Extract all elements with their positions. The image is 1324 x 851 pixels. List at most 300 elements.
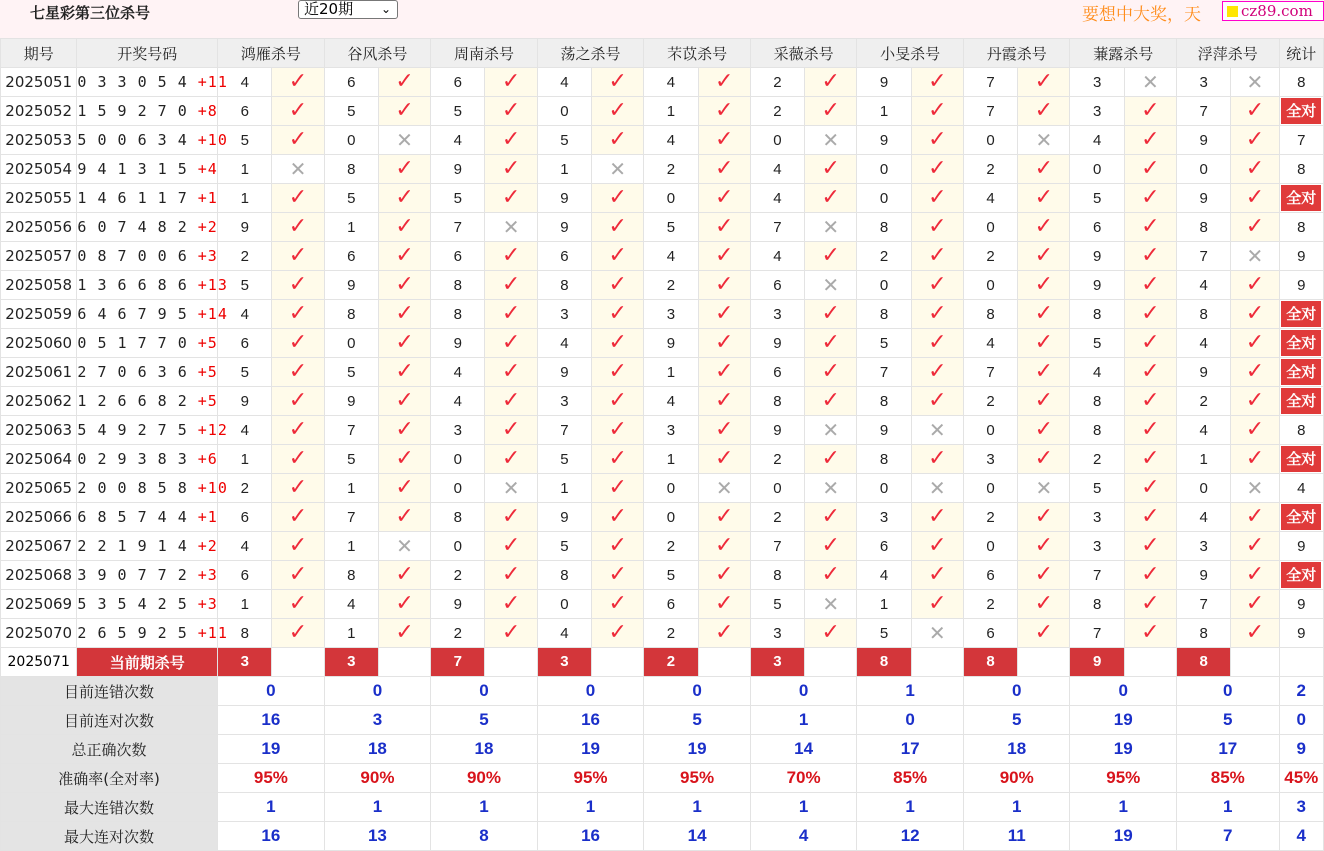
kill-number-cell: 3 — [963, 445, 1017, 474]
check-icon: ✓ — [698, 271, 750, 300]
table-row — [1, 503, 1324, 532]
issue-cell: 2025058 — [1, 271, 77, 300]
kill-number-cell: 2 — [750, 445, 804, 474]
check-icon: ✓ — [272, 532, 324, 561]
check-icon: ✓ — [485, 561, 537, 590]
check-icon: ✓ — [592, 561, 644, 590]
check-icon: ✓ — [485, 68, 537, 97]
table-row — [1, 329, 1324, 358]
draw-bonus: +5 — [197, 363, 218, 381]
cross-icon: ✕ — [1231, 474, 1279, 503]
check-icon: ✓ — [1018, 503, 1070, 532]
period-select[interactable] — [298, 0, 398, 19]
cross-icon: ✕ — [1231, 242, 1279, 271]
issue-cell: 2025060 — [1, 329, 77, 358]
check-icon: ✓ — [1124, 329, 1176, 358]
kill-number-cell: 8 — [857, 445, 911, 474]
cross-icon: ✕ — [272, 155, 324, 184]
summary-value: 19 — [1070, 706, 1177, 735]
kill-number-cell: 0 — [857, 184, 911, 213]
draw-numbers: 2 2 1 9 1 4 — [77, 537, 188, 555]
check-icon: ✓ — [1231, 97, 1279, 126]
check-icon: ✓ — [1018, 532, 1070, 561]
summary-value: 11 — [963, 822, 1070, 851]
draw-numbers: 3 9 0 7 7 2 — [77, 566, 188, 584]
table-row — [1, 242, 1324, 271]
stat-cell: 8 — [1279, 155, 1323, 184]
check-icon: ✓ — [378, 416, 430, 445]
summary-value: 1 — [431, 793, 538, 822]
table-row — [1, 416, 1324, 445]
summary-stat: 4 — [1279, 822, 1323, 851]
cross-icon: ✕ — [805, 416, 857, 445]
all-correct-badge: 全对 — [1281, 185, 1321, 211]
kill-number-cell: 9 — [324, 271, 378, 300]
stat-cell: 9 — [1279, 532, 1323, 561]
draw-cell — [77, 271, 228, 300]
kill-number-cell: 5 — [644, 561, 698, 590]
table-row — [1, 213, 1324, 242]
kill-number-cell: 2 — [750, 503, 804, 532]
check-icon: ✓ — [698, 445, 750, 474]
kill-number-cell: 5 — [218, 358, 272, 387]
kill-number-cell: 8 — [750, 561, 804, 590]
check-icon: ✓ — [378, 358, 430, 387]
issue-cell: 2025062 — [1, 387, 77, 416]
summary-value: 12 — [857, 822, 964, 851]
current-kill-badge: 2 — [644, 648, 697, 676]
summary-row — [1, 793, 1324, 822]
summary-value: 0 — [1070, 677, 1177, 706]
table-body — [1, 68, 1324, 851]
check-icon: ✓ — [592, 271, 644, 300]
kill-number-cell: 1 — [218, 445, 272, 474]
kill-number-cell: 8 — [857, 300, 911, 329]
kill-number-cell: 1 — [324, 474, 378, 503]
kill-number-cell: 7 — [431, 213, 485, 242]
check-icon: ✓ — [272, 416, 324, 445]
kill-number-cell: 8 — [537, 271, 591, 300]
check-icon: ✓ — [1124, 271, 1176, 300]
check-icon: ✓ — [911, 387, 963, 416]
check-icon: ✓ — [1124, 561, 1176, 590]
kill-number-cell: 6 — [431, 68, 485, 97]
draw-cell — [77, 155, 218, 184]
current-kill-cell — [1070, 648, 1124, 677]
check-icon: ✓ — [911, 358, 963, 387]
col-header-expert: 采薇杀号 — [750, 39, 857, 68]
check-icon: ✓ — [805, 242, 857, 271]
col-header-expert: 谷风杀号 — [324, 39, 431, 68]
kill-number-cell: 5 — [1070, 474, 1124, 503]
check-icon: ✓ — [485, 97, 537, 126]
current-kill-badge: 3 — [751, 648, 804, 676]
draw-cell — [77, 445, 218, 474]
kill-number-cell: 8 — [1177, 619, 1231, 648]
summary-label: 最大连对次数 — [1, 822, 218, 851]
summary-value: 0 — [431, 677, 538, 706]
kill-number-cell: 4 — [218, 532, 272, 561]
kill-number-cell: 7 — [1177, 97, 1231, 126]
check-icon: ✓ — [1124, 416, 1176, 445]
check-icon: ✓ — [698, 561, 750, 590]
check-icon: ✓ — [1124, 387, 1176, 416]
summary-value: 1 — [218, 793, 325, 822]
current-kill-badge: 3 — [538, 648, 591, 676]
summary-value: 0 — [324, 677, 431, 706]
stat-cell — [1279, 387, 1323, 416]
table-row — [1, 561, 1324, 590]
kill-number-cell: 0 — [857, 155, 911, 184]
kill-number-cell: 8 — [324, 155, 378, 184]
check-icon: ✓ — [1124, 126, 1176, 155]
draw-cell — [77, 242, 218, 271]
summary-label: 目前连错次数 — [1, 677, 218, 706]
kill-number-cell: 1 — [537, 474, 591, 503]
issue-cell: 2025070 — [1, 619, 77, 648]
kill-number-cell: 4 — [750, 242, 804, 271]
kill-number-cell: 4 — [1177, 416, 1231, 445]
check-icon: ✓ — [378, 387, 430, 416]
kill-number-cell: 4 — [431, 387, 485, 416]
table-row — [1, 619, 1324, 648]
kill-number-cell: 1 — [857, 590, 911, 619]
summary-value: 0 — [857, 706, 964, 735]
summary-value: 4 — [750, 822, 857, 851]
summary-value: 1 — [750, 793, 857, 822]
check-icon: ✓ — [1231, 184, 1279, 213]
current-kill-badge: 8 — [857, 648, 910, 676]
kill-number-cell: 3 — [1177, 532, 1231, 561]
kill-number-cell: 6 — [750, 358, 804, 387]
kill-number-cell: 6 — [431, 242, 485, 271]
check-icon: ✓ — [485, 358, 537, 387]
check-icon: ✓ — [805, 358, 857, 387]
check-icon: ✓ — [805, 503, 857, 532]
kill-number-cell: 4 — [324, 590, 378, 619]
cross-icon: ✕ — [1018, 126, 1070, 155]
kill-number-cell: 8 — [963, 300, 1017, 329]
kill-number-cell: 6 — [324, 68, 378, 97]
check-icon: ✓ — [698, 503, 750, 532]
check-icon: ✓ — [1231, 416, 1279, 445]
period-select-value: 近20期 — [304, 0, 354, 18]
check-icon: ✓ — [698, 97, 750, 126]
kill-number-cell: 8 — [1070, 590, 1124, 619]
check-icon: ✓ — [272, 126, 324, 155]
draw-cell — [77, 474, 228, 503]
check-icon: ✓ — [272, 184, 324, 213]
check-icon: ✓ — [592, 213, 644, 242]
summary-value: 95% — [218, 764, 325, 793]
kill-number-cell: 3 — [1070, 503, 1124, 532]
check-icon: ✓ — [1124, 213, 1176, 242]
check-icon: ✓ — [698, 213, 750, 242]
all-correct-badge: 全对 — [1281, 562, 1321, 588]
summary-value: 18 — [963, 735, 1070, 764]
issue-cell: 2025059 — [1, 300, 77, 329]
check-icon: ✓ — [378, 97, 430, 126]
kill-number-cell: 3 — [1070, 532, 1124, 561]
summary-value: 16 — [218, 822, 325, 851]
draw-bonus: +12 — [197, 421, 228, 439]
summary-value: 1 — [857, 677, 964, 706]
summary-row — [1, 677, 1324, 706]
col-header-expert: 浮萍杀号 — [1177, 39, 1280, 68]
kill-number-cell: 9 — [750, 416, 804, 445]
kill-number-cell: 1 — [218, 155, 272, 184]
kill-number-cell: 5 — [431, 97, 485, 126]
kill-number-cell: 2 — [218, 474, 272, 503]
kill-number-cell: 9 — [1177, 126, 1231, 155]
current-kill-badge: 3 — [218, 648, 271, 676]
summary-value: 19 — [537, 735, 644, 764]
kill-number-cell: 8 — [218, 619, 272, 648]
check-icon: ✓ — [485, 532, 537, 561]
check-icon: ✓ — [1231, 619, 1279, 648]
summary-value: 1 — [750, 706, 857, 735]
draw-numbers: 0 5 1 7 7 0 — [77, 334, 188, 352]
check-icon: ✓ — [485, 300, 537, 329]
kill-number-cell: 5 — [1070, 184, 1124, 213]
draw-numbers: 5 0 0 6 3 4 — [77, 131, 188, 149]
kill-number-cell: 6 — [644, 590, 698, 619]
kill-number-cell: 7 — [750, 532, 804, 561]
check-icon: ✓ — [698, 242, 750, 271]
kill-number-cell: 9 — [1177, 184, 1231, 213]
check-icon: ✓ — [592, 184, 644, 213]
all-correct-badge: 全对 — [1281, 98, 1321, 124]
draw-numbers: 1 5 9 2 7 0 — [77, 102, 188, 120]
draw-bonus: +1 — [197, 508, 218, 526]
draw-numbers: 5 3 5 4 2 5 — [77, 595, 188, 613]
summary-value: 7 — [1177, 822, 1280, 851]
kill-number-cell: 2 — [963, 242, 1017, 271]
draw-cell — [77, 503, 218, 532]
draw-bonus: +10 — [197, 479, 228, 497]
kill-number-cell: 9 — [218, 213, 272, 242]
logo-square-icon — [1227, 6, 1238, 17]
kill-number-cell: 9 — [857, 416, 911, 445]
current-kill-badge: 3 — [325, 648, 378, 676]
summary-row — [1, 706, 1324, 735]
check-icon: ✓ — [1231, 271, 1279, 300]
table-row — [1, 184, 1324, 213]
kill-number-cell: 8 — [537, 561, 591, 590]
kill-number-cell: 6 — [324, 242, 378, 271]
draw-bonus: +3 — [197, 595, 218, 613]
kill-number-cell: 4 — [750, 184, 804, 213]
check-icon: ✓ — [1124, 619, 1176, 648]
kill-number-cell: 1 — [857, 97, 911, 126]
table-row — [1, 97, 1324, 126]
kill-number-cell: 3 — [537, 300, 591, 329]
kill-number-cell: 1 — [1177, 445, 1231, 474]
kill-number-cell: 0 — [963, 416, 1017, 445]
draw-cell — [77, 358, 218, 387]
summary-value: 16 — [537, 706, 644, 735]
check-icon: ✓ — [805, 97, 857, 126]
col-header-expert: 芣苡杀号 — [644, 39, 751, 68]
kill-number-cell: 7 — [963, 358, 1017, 387]
check-icon: ✓ — [1018, 155, 1070, 184]
kill-number-cell: 2 — [857, 242, 911, 271]
summary-value: 1 — [324, 793, 431, 822]
all-correct-badge: 全对 — [1281, 330, 1321, 356]
cross-icon: ✕ — [485, 213, 537, 242]
check-icon: ✓ — [592, 445, 644, 474]
check-icon: ✓ — [1231, 300, 1279, 329]
kill-number-cell: 7 — [1070, 561, 1124, 590]
site-logo[interactable] — [1222, 1, 1324, 21]
stat-cell: 9 — [1279, 242, 1323, 271]
kill-number-cell: 4 — [537, 619, 591, 648]
current-kill-cell — [324, 648, 378, 677]
check-icon: ✓ — [485, 329, 537, 358]
table-row — [1, 126, 1324, 155]
cross-icon: ✕ — [1124, 68, 1176, 97]
summary-stat: 0 — [1279, 706, 1323, 735]
draw-cell — [77, 387, 218, 416]
col-header-expert: 丹霞杀号 — [963, 39, 1070, 68]
check-icon: ✓ — [592, 329, 644, 358]
issue-cell: 2025068 — [1, 561, 77, 590]
check-icon: ✓ — [1231, 590, 1279, 619]
kill-number-cell: 9 — [537, 213, 591, 242]
kill-number-cell: 4 — [1070, 358, 1124, 387]
check-icon: ✓ — [272, 271, 324, 300]
kill-number-cell: 0 — [963, 271, 1017, 300]
current-kill-badge: 9 — [1070, 648, 1123, 676]
stat-cell: 8 — [1279, 416, 1323, 445]
kill-number-cell: 9 — [537, 358, 591, 387]
summary-value: 17 — [1177, 735, 1280, 764]
check-icon: ✓ — [378, 242, 430, 271]
issue-cell: 2025063 — [1, 416, 77, 445]
draw-bonus: +4 — [197, 160, 218, 178]
all-correct-badge: 全对 — [1281, 446, 1321, 472]
current-kill-cell — [750, 648, 804, 677]
kill-number-cell: 9 — [1070, 242, 1124, 271]
table-row — [1, 271, 1324, 300]
kill-number-cell: 0 — [431, 445, 485, 474]
col-header-expert: 蒹露杀号 — [1070, 39, 1177, 68]
kill-number-cell: 7 — [324, 416, 378, 445]
draw-numbers: 1 2 6 6 8 2 — [77, 392, 188, 410]
scrolling-banner[interactable]: 要想中大奖，天 — [1082, 5, 1201, 25]
kill-number-cell: 7 — [1177, 242, 1231, 271]
stat-cell — [1279, 561, 1323, 590]
kill-number-cell: 4 — [963, 184, 1017, 213]
table-row — [1, 590, 1324, 619]
check-icon: ✓ — [592, 97, 644, 126]
kill-number-cell: 5 — [1070, 329, 1124, 358]
check-icon: ✓ — [1231, 213, 1279, 242]
kill-number-cell: 5 — [324, 445, 378, 474]
summary-value: 13 — [324, 822, 431, 851]
kill-number-cell: 0 — [1177, 474, 1231, 503]
kill-number-cell: 0 — [1177, 155, 1231, 184]
current-kill-cell — [644, 648, 698, 677]
check-icon: ✓ — [1018, 329, 1070, 358]
table-header-row — [1, 39, 1324, 68]
summary-value: 1 — [537, 793, 644, 822]
kill-number-table — [0, 38, 1324, 851]
kill-number-cell: 4 — [1070, 126, 1124, 155]
table-row — [1, 474, 1324, 503]
summary-value: 17 — [857, 735, 964, 764]
kill-number-cell: 8 — [431, 271, 485, 300]
kill-number-cell: 9 — [324, 387, 378, 416]
check-icon: ✓ — [1018, 271, 1070, 300]
current-kill-badge: 7 — [431, 648, 484, 676]
check-icon: ✓ — [592, 474, 644, 503]
kill-number-cell: 2 — [963, 590, 1017, 619]
check-icon: ✓ — [1124, 242, 1176, 271]
draw-bonus: +1 — [197, 189, 218, 207]
kill-number-cell: 4 — [431, 126, 485, 155]
kill-number-cell: 6 — [963, 619, 1017, 648]
kill-number-cell: 9 — [537, 503, 591, 532]
kill-number-cell: 5 — [857, 329, 911, 358]
draw-bonus: +8 — [197, 102, 218, 120]
kill-number-cell: 0 — [431, 474, 485, 503]
draw-cell — [77, 619, 228, 648]
summary-row — [1, 735, 1324, 764]
kill-number-cell: 2 — [750, 97, 804, 126]
kill-number-cell: 8 — [1070, 387, 1124, 416]
check-icon: ✓ — [592, 503, 644, 532]
summary-value: 1 — [644, 793, 751, 822]
kill-number-cell: 4 — [431, 358, 485, 387]
check-icon: ✓ — [805, 300, 857, 329]
kill-number-cell: 0 — [431, 532, 485, 561]
kill-number-cell: 6 — [1070, 213, 1124, 242]
kill-number-cell: 2 — [218, 242, 272, 271]
check-icon: ✓ — [378, 474, 430, 503]
summary-value: 16 — [537, 822, 644, 851]
summary-value: 70% — [750, 764, 857, 793]
kill-number-cell: 9 — [218, 387, 272, 416]
check-icon: ✓ — [1124, 503, 1176, 532]
check-icon: ✓ — [378, 271, 430, 300]
check-icon: ✓ — [911, 271, 963, 300]
kill-number-cell: 1 — [324, 213, 378, 242]
draw-cell — [77, 97, 218, 126]
kill-number-cell: 8 — [750, 387, 804, 416]
kill-number-cell: 4 — [1177, 503, 1231, 532]
summary-value: 95% — [1070, 764, 1177, 793]
check-icon: ✓ — [592, 416, 644, 445]
summary-value: 8 — [431, 822, 538, 851]
check-icon: ✓ — [485, 155, 537, 184]
kill-number-cell: 2 — [644, 619, 698, 648]
check-icon: ✓ — [272, 242, 324, 271]
summary-value: 90% — [324, 764, 431, 793]
issue-cell: 2025061 — [1, 358, 77, 387]
kill-number-cell: 5 — [324, 358, 378, 387]
kill-number-cell: 6 — [750, 271, 804, 300]
check-icon: ✓ — [911, 126, 963, 155]
current-issue-row — [1, 648, 1324, 677]
draw-numbers: 9 4 1 3 1 5 — [77, 160, 188, 178]
stat-cell — [1279, 503, 1323, 532]
check-icon: ✓ — [1018, 68, 1070, 97]
cross-icon: ✕ — [592, 155, 644, 184]
summary-value: 0 — [218, 677, 325, 706]
kill-number-cell: 9 — [644, 329, 698, 358]
check-icon: ✓ — [272, 590, 324, 619]
